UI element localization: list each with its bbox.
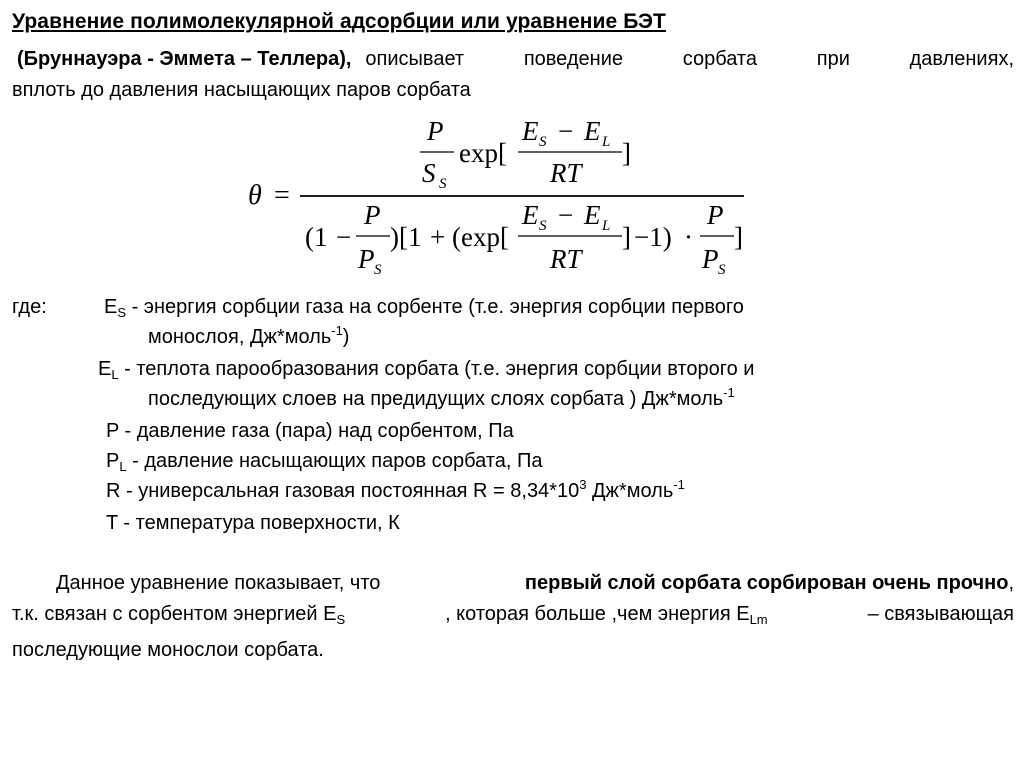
- num-el: E: [584, 116, 601, 146]
- den-exp: (exp[: [452, 222, 509, 252]
- para-l2-a-sub: S: [336, 612, 346, 627]
- intro-line-2: вплоть до давления насыщающих паров сорбата: [12, 79, 471, 101]
- def-el-cont-sup: -1: [723, 385, 735, 400]
- num-el-sub: L: [602, 134, 611, 150]
- para-l2-a-wrap: [12, 599, 345, 635]
- intro-line-1-rest: [365, 44, 1014, 75]
- def-el-cont-text: последующих слоев на предидущих слоях сорбата ) Дж*моль: [148, 388, 724, 410]
- den-el: E: [584, 200, 601, 230]
- intro-line-1: [12, 44, 1014, 75]
- para-l2-a: т.к. связан с сорбентом энергией E: [12, 603, 337, 625]
- def-es-text: - энергия сорбции газа на сорбенте (т.е. энергия сорбции первого: [126, 296, 744, 318]
- def-r-sup2: -1: [673, 477, 685, 492]
- def-r-text: R - универсальная газовая постоянная R = 8,34*10: [106, 480, 580, 502]
- den-minus: −: [336, 222, 352, 252]
- def-pl: [106, 450, 543, 474]
- num-s: S: [422, 158, 436, 188]
- def-es-cont-text: монослоя, Дж*моль: [148, 326, 332, 348]
- where-label: где:: [12, 296, 47, 318]
- para-line-3: последующие монослои сорбата.: [12, 639, 324, 661]
- den-minus1: −1): [634, 222, 672, 252]
- equals-sign: =: [274, 180, 290, 211]
- def-pl-sym: P: [106, 450, 120, 472]
- num-es: E: [522, 116, 539, 146]
- def-es: [104, 296, 744, 320]
- closing-paragraph: [12, 568, 1014, 666]
- den-ps2: P: [702, 244, 719, 274]
- para-l2-b-wrap: [445, 599, 768, 635]
- den-plus: +: [430, 222, 446, 252]
- den-open: (1: [305, 222, 328, 252]
- def-es-cont-sup: -1: [331, 323, 343, 338]
- def-es-sym: E: [104, 296, 118, 318]
- intro-paragraph: [12, 44, 1014, 106]
- den-es-sub: S: [539, 218, 547, 234]
- def-el-sym: E: [98, 358, 112, 380]
- def-pl-text: - давление насыщающих паров сорбата, Па: [126, 450, 543, 472]
- def-r-text2: Дж*моль: [586, 480, 674, 502]
- den-dot: ·: [684, 222, 693, 252]
- para-l1-emph: [525, 568, 1014, 599]
- para-line-2: [12, 599, 1014, 635]
- def-pl-sub: L: [119, 459, 127, 474]
- num-minus: −: [558, 116, 574, 146]
- den-es: E: [522, 200, 539, 230]
- def-es-sub: S: [117, 305, 127, 320]
- def-r-sup: 3: [579, 477, 587, 492]
- num-s-sub: S: [439, 176, 447, 192]
- def-es-cont: [148, 323, 350, 349]
- para-l2-b-sub: Lm: [749, 612, 768, 627]
- def-el-text: - теплота парообразования сорбата (т.е. энергия сорбции второго и: [118, 358, 755, 380]
- num-rt: RT: [550, 158, 582, 188]
- bet-formula: [0, 110, 1024, 290]
- den-close-mid: ]: [622, 222, 631, 252]
- intro-rest-text: описывает поведение сорбата при давлениях,: [365, 48, 1014, 70]
- num-es-sub: S: [539, 134, 547, 150]
- den-ps-sub: S: [374, 262, 382, 278]
- num-exp: exp[: [459, 138, 507, 168]
- den-mid: )[1: [390, 222, 422, 252]
- den-el-sub: L: [602, 218, 611, 234]
- den-minus2: −: [558, 200, 574, 230]
- page-title: Уравнение полимолекулярной адсорбции или уравнение БЭТ: [12, 10, 666, 33]
- def-p: P - давление газа (пара) над сорбентом, Па: [106, 420, 514, 442]
- def-t: T - температура поверхности, К: [106, 512, 400, 534]
- def-el-cont: [148, 385, 735, 411]
- formula-svg: [0, 110, 1024, 290]
- den-ps2-sub: S: [718, 262, 726, 278]
- den-p: P: [364, 200, 381, 230]
- den-close: ]: [734, 222, 743, 252]
- num-p: P: [427, 116, 444, 146]
- theta-symbol: θ: [248, 180, 262, 211]
- num-close: ]: [622, 138, 631, 168]
- para-l1-a: Данное уравнение показывает, что: [56, 572, 381, 594]
- den-rt: RT: [550, 244, 582, 274]
- para-l2-b: , которая больше ,чем энергия E: [445, 603, 750, 625]
- para-l2-c: – связывающая: [867, 603, 1014, 625]
- def-r: [106, 477, 685, 503]
- para-l1-bold: первый слой сорбата сорбирован очень прочно: [524, 572, 1009, 594]
- para-line-1: [12, 568, 1014, 599]
- def-el: [98, 358, 754, 382]
- para-l1-c: ,: [1008, 572, 1014, 594]
- def-el-sub: L: [111, 367, 119, 382]
- den-p2: P: [707, 200, 724, 230]
- den-ps: P: [358, 244, 375, 274]
- def-es-cont-end: ): [342, 326, 350, 348]
- authors-text: (Бруннауэра - Эммета – Теллера),: [17, 48, 352, 70]
